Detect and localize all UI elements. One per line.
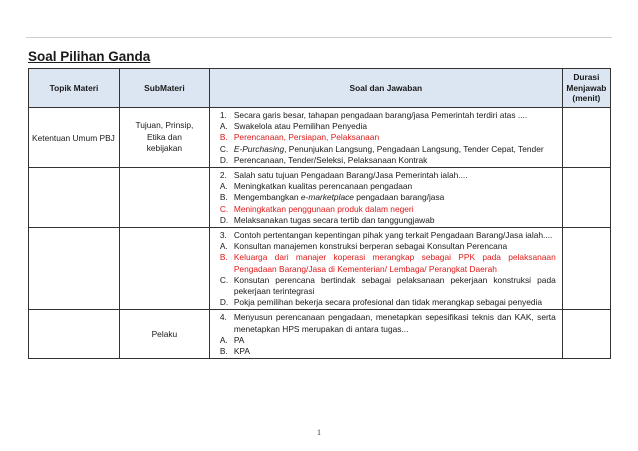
option-a — [220, 121, 556, 132]
header-durasi — [562, 69, 610, 108]
question-cell-3 — [209, 228, 562, 310]
option-letter: D. — [219, 154, 229, 165]
submateri-cell — [119, 168, 209, 228]
option-text — [234, 144, 556, 155]
option-a — [220, 241, 556, 252]
option-text: Keluarga dari manajer koperasi merangkap sebagai PPK pada pelaksanaan Pengadaan Barang/Jasa di Kementerian/ Lembaga/ Perangkat Daerah — [233, 252, 556, 274]
option-text-rest: , Penunjukan Langsung, Pengadaan Langsung, Tender Cepat, Tender — [284, 143, 544, 154]
option-text-italic: e-marketplace — [300, 192, 354, 203]
table-row — [29, 108, 611, 168]
option-d — [220, 155, 556, 166]
header-submateri: SubMateri — [119, 69, 209, 108]
option-a — [220, 335, 556, 346]
topic-cell — [29, 168, 120, 228]
option-text: Meningkatkan kualitas perencanaan pengadaan — [233, 181, 413, 192]
option-text: Konsutan perencana bertindak sebagai pelaksanaan pekerjaan konstruksi pada pekerjaan terintegrasi — [233, 274, 556, 297]
option-text: Perencanaan, Persiapan, Pelaksanaan — [233, 132, 380, 143]
duration-cell — [562, 228, 610, 310]
question-stem — [220, 110, 556, 121]
question-stem — [220, 170, 556, 181]
question-stem — [220, 312, 556, 334]
option-b-correct-answer — [220, 132, 556, 143]
option-a — [220, 181, 556, 192]
option-b — [220, 346, 556, 357]
option-text: Perencanaan, Tender/Seleksi, Pelaksanaan Kontrak — [233, 154, 428, 165]
question-number: 2. — [219, 170, 227, 181]
submateri-cell: Pelaku — [119, 310, 209, 359]
option-letter: B. — [219, 252, 228, 263]
option-text-italic: E-Purchasing — [233, 143, 285, 154]
option-text: KPA — [233, 346, 250, 357]
option-letter: B. — [219, 346, 228, 357]
question-text: Secara garis besar, tahapan pengadaan barang/jasa Pemerintah terdiri atas .... — [233, 110, 528, 120]
option-text: Konsultan manajemen konstruksi berperan sebagai Konsultan Perencana — [233, 241, 508, 252]
option-list — [220, 335, 556, 357]
option-text: Melaksanakan tugas secara tertib dan tanggungjawab — [233, 214, 435, 225]
page-title: Soal Pilihan Ganda — [28, 49, 151, 64]
table-row — [29, 310, 611, 359]
header-durasi-line-1: Durasi — [573, 72, 600, 83]
topic-cell — [29, 310, 120, 359]
option-d — [220, 215, 556, 226]
option-text: Swakelola atau Pemilihan Penyedia — [233, 121, 367, 132]
duration-cell — [562, 310, 610, 359]
option-text-pre: Mengembangkan — [233, 192, 301, 203]
submateri-line-1: Tujuan, Prinsip, — [135, 120, 194, 131]
page-top-rule — [26, 37, 612, 38]
option-letter: D. — [219, 297, 229, 308]
header-durasi-line-2: Menjawab — [566, 82, 607, 93]
question-stem — [220, 230, 556, 241]
option-letter: C. — [219, 143, 229, 154]
option-letter: B. — [219, 132, 228, 143]
option-text — [234, 192, 556, 203]
option-list — [220, 241, 556, 308]
table-row — [29, 228, 611, 310]
header-topik-materi: Topik Materi — [29, 69, 120, 108]
option-d — [220, 297, 556, 308]
option-letter: A. — [219, 181, 228, 192]
page-number: 1 — [317, 428, 321, 437]
header-soal-dan-jawaban: Soal dan Jawaban — [209, 69, 562, 108]
option-c-correct-answer — [220, 204, 556, 215]
option-letter: D. — [219, 214, 229, 225]
question-number: 4. — [219, 312, 227, 323]
topic-cell: Ketentuan Umum PBJ — [29, 108, 120, 168]
duration-cell — [562, 168, 610, 228]
option-list — [220, 121, 556, 166]
option-text-post: pengadaan barang/jasa — [353, 192, 445, 203]
option-c — [220, 144, 556, 155]
question-number: 3. — [219, 230, 227, 241]
option-text: Pokja pemilihan bekerja secara profesional dan tidak merangkap sebagai penyedia — [233, 297, 543, 308]
option-letter: A. — [219, 121, 228, 132]
submateri-cell — [119, 108, 209, 168]
table-header-row — [29, 69, 611, 108]
option-letter: B. — [219, 192, 228, 203]
question-table — [28, 68, 611, 359]
question-text: Salah satu tujuan Pengadaan Barang/Jasa Pemerintah ialah.... — [233, 170, 468, 181]
option-b — [220, 192, 556, 203]
option-letter: A. — [219, 241, 228, 252]
option-text: PA — [233, 334, 245, 345]
topic-cell — [29, 228, 120, 310]
submateri-cell — [119, 228, 209, 310]
option-letter: A. — [219, 334, 228, 345]
question-cell-4 — [209, 310, 562, 359]
option-c — [220, 275, 556, 297]
question-cell-2 — [209, 168, 562, 228]
option-letter: C. — [219, 274, 229, 285]
question-number: 1. — [219, 110, 227, 120]
option-text: Meningkatkan penggunaan produk dalam negeri — [233, 203, 414, 214]
submateri-line-2: Etika dan — [146, 131, 182, 142]
option-letter: C. — [219, 203, 229, 214]
option-list — [220, 181, 556, 226]
question-text: Menyusun perencanaan pengadaan, menetapkan sepesifikasi teknis dan KAK, serta menetapkan HPS merupakan di antara tugas... — [233, 312, 556, 334]
question-cell-1 — [209, 108, 562, 168]
table-row — [29, 168, 611, 228]
submateri-line-3: kebijakan — [146, 143, 183, 154]
question-text: Contoh pertentangan kepentingan pihak yang terkait Pengadaan Barang/Jasa ialah.... — [233, 230, 553, 241]
option-b-correct-answer — [220, 252, 556, 274]
header-durasi-line-3: (menit) — [572, 93, 601, 104]
duration-cell — [562, 108, 610, 168]
